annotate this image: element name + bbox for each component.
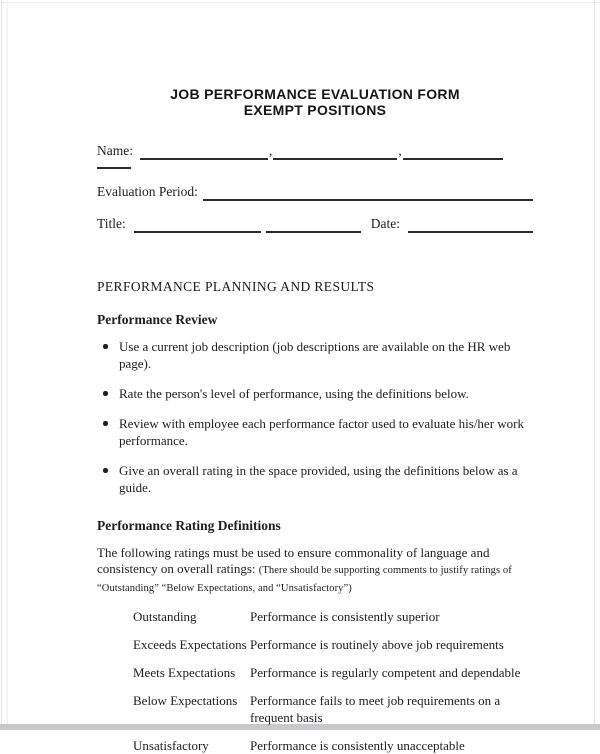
bullet-icon [103,468,108,473]
rating-term: Meets Expectations [133,665,236,680]
name-separator-2: , [398,143,402,158]
name-separator-1: , [269,143,273,158]
page-edge-line-right [594,0,595,730]
rating-intro-paragraph [97,545,533,597]
evaluation-period-field-row [97,183,533,201]
title-field-line-2[interactable] [266,215,361,233]
title-field-line-1[interactable] [134,215,261,233]
name-field-line-2[interactable] [273,142,397,160]
list-item [97,415,533,449]
document-page [97,0,533,754]
name-field-line-1[interactable] [140,142,268,160]
name-label: Name: [97,143,133,158]
table-row [97,692,533,726]
bullet-icon [103,344,108,349]
bullet-icon [103,391,108,396]
rating-term: Below Expectations [133,693,238,708]
title-label: Title: [97,216,126,231]
date-field-line[interactable] [408,215,533,233]
evaluation-period-label: Evaluation Period: [97,184,198,199]
rating-definition: Performance is consistently unacceptable [250,738,465,753]
performance-review-heading: Performance Review [97,312,218,327]
evaluation-period-field-line[interactable] [203,183,533,201]
bullet-icon [103,421,108,426]
rating-definitions-heading: Performance Rating Definitions [97,518,281,533]
rating-term: Unsatisfactory [133,738,209,753]
bullet-text: Use a current job description (job descriptions are available on the HR web page). [119,339,511,371]
table-row [97,608,533,625]
table-row [97,737,533,754]
planning-section-heading: PERFORMANCE PLANNING AND RESULTS [97,279,375,294]
rating-definition: Performance is routinely above job requirements [250,637,504,652]
rating-intro-main-text: The following ratings must be used to ensure commonality of language and consistency on overall ratings: [97,545,490,576]
list-item [97,338,533,372]
rating-definition: Performance fails to meet job requirements on a frequent basis [250,693,501,725]
rating-term: Exceeds Expectations [133,637,247,652]
page-edge-line-left-outer [1,0,2,730]
document-title-line2: EXEMPT POSITIONS [243,102,387,118]
rating-definitions-list [97,608,533,754]
performance-review-bullet-list [97,338,533,496]
list-item [97,385,533,402]
page-edge-line-left-inner [7,0,8,730]
name-field-row [97,142,533,160]
date-label: Date: [370,216,401,231]
rating-definition: Performance is consistently superior [250,609,440,624]
rating-intro-note-text: (There should be supporting comments to justify ratings of “Outstanding” “Below Expectations, and “Unsatisfactory”) [97,565,512,594]
bullet-text: Rate the person's level of performance, using the definitions below. [119,386,469,401]
table-row [97,636,533,653]
name-field-line-3[interactable] [403,142,503,160]
rating-definition: Performance is regularly competent and dependable [250,665,521,680]
rating-term: Outstanding [133,609,197,624]
bullet-text: Give an overall rating in the space provided, using the definitions below as a guide. [119,463,518,495]
bullet-text: Review with employee each performance factor used to evaluate his/her work performance. [119,416,524,448]
name-field-line-4[interactable] [97,167,131,169]
table-row [97,664,533,681]
list-item [97,462,533,496]
document-title-line1: JOB PERFORMANCE EVALUATION FORM [170,86,460,102]
title-date-field-row [97,215,533,233]
document-title [97,86,533,118]
